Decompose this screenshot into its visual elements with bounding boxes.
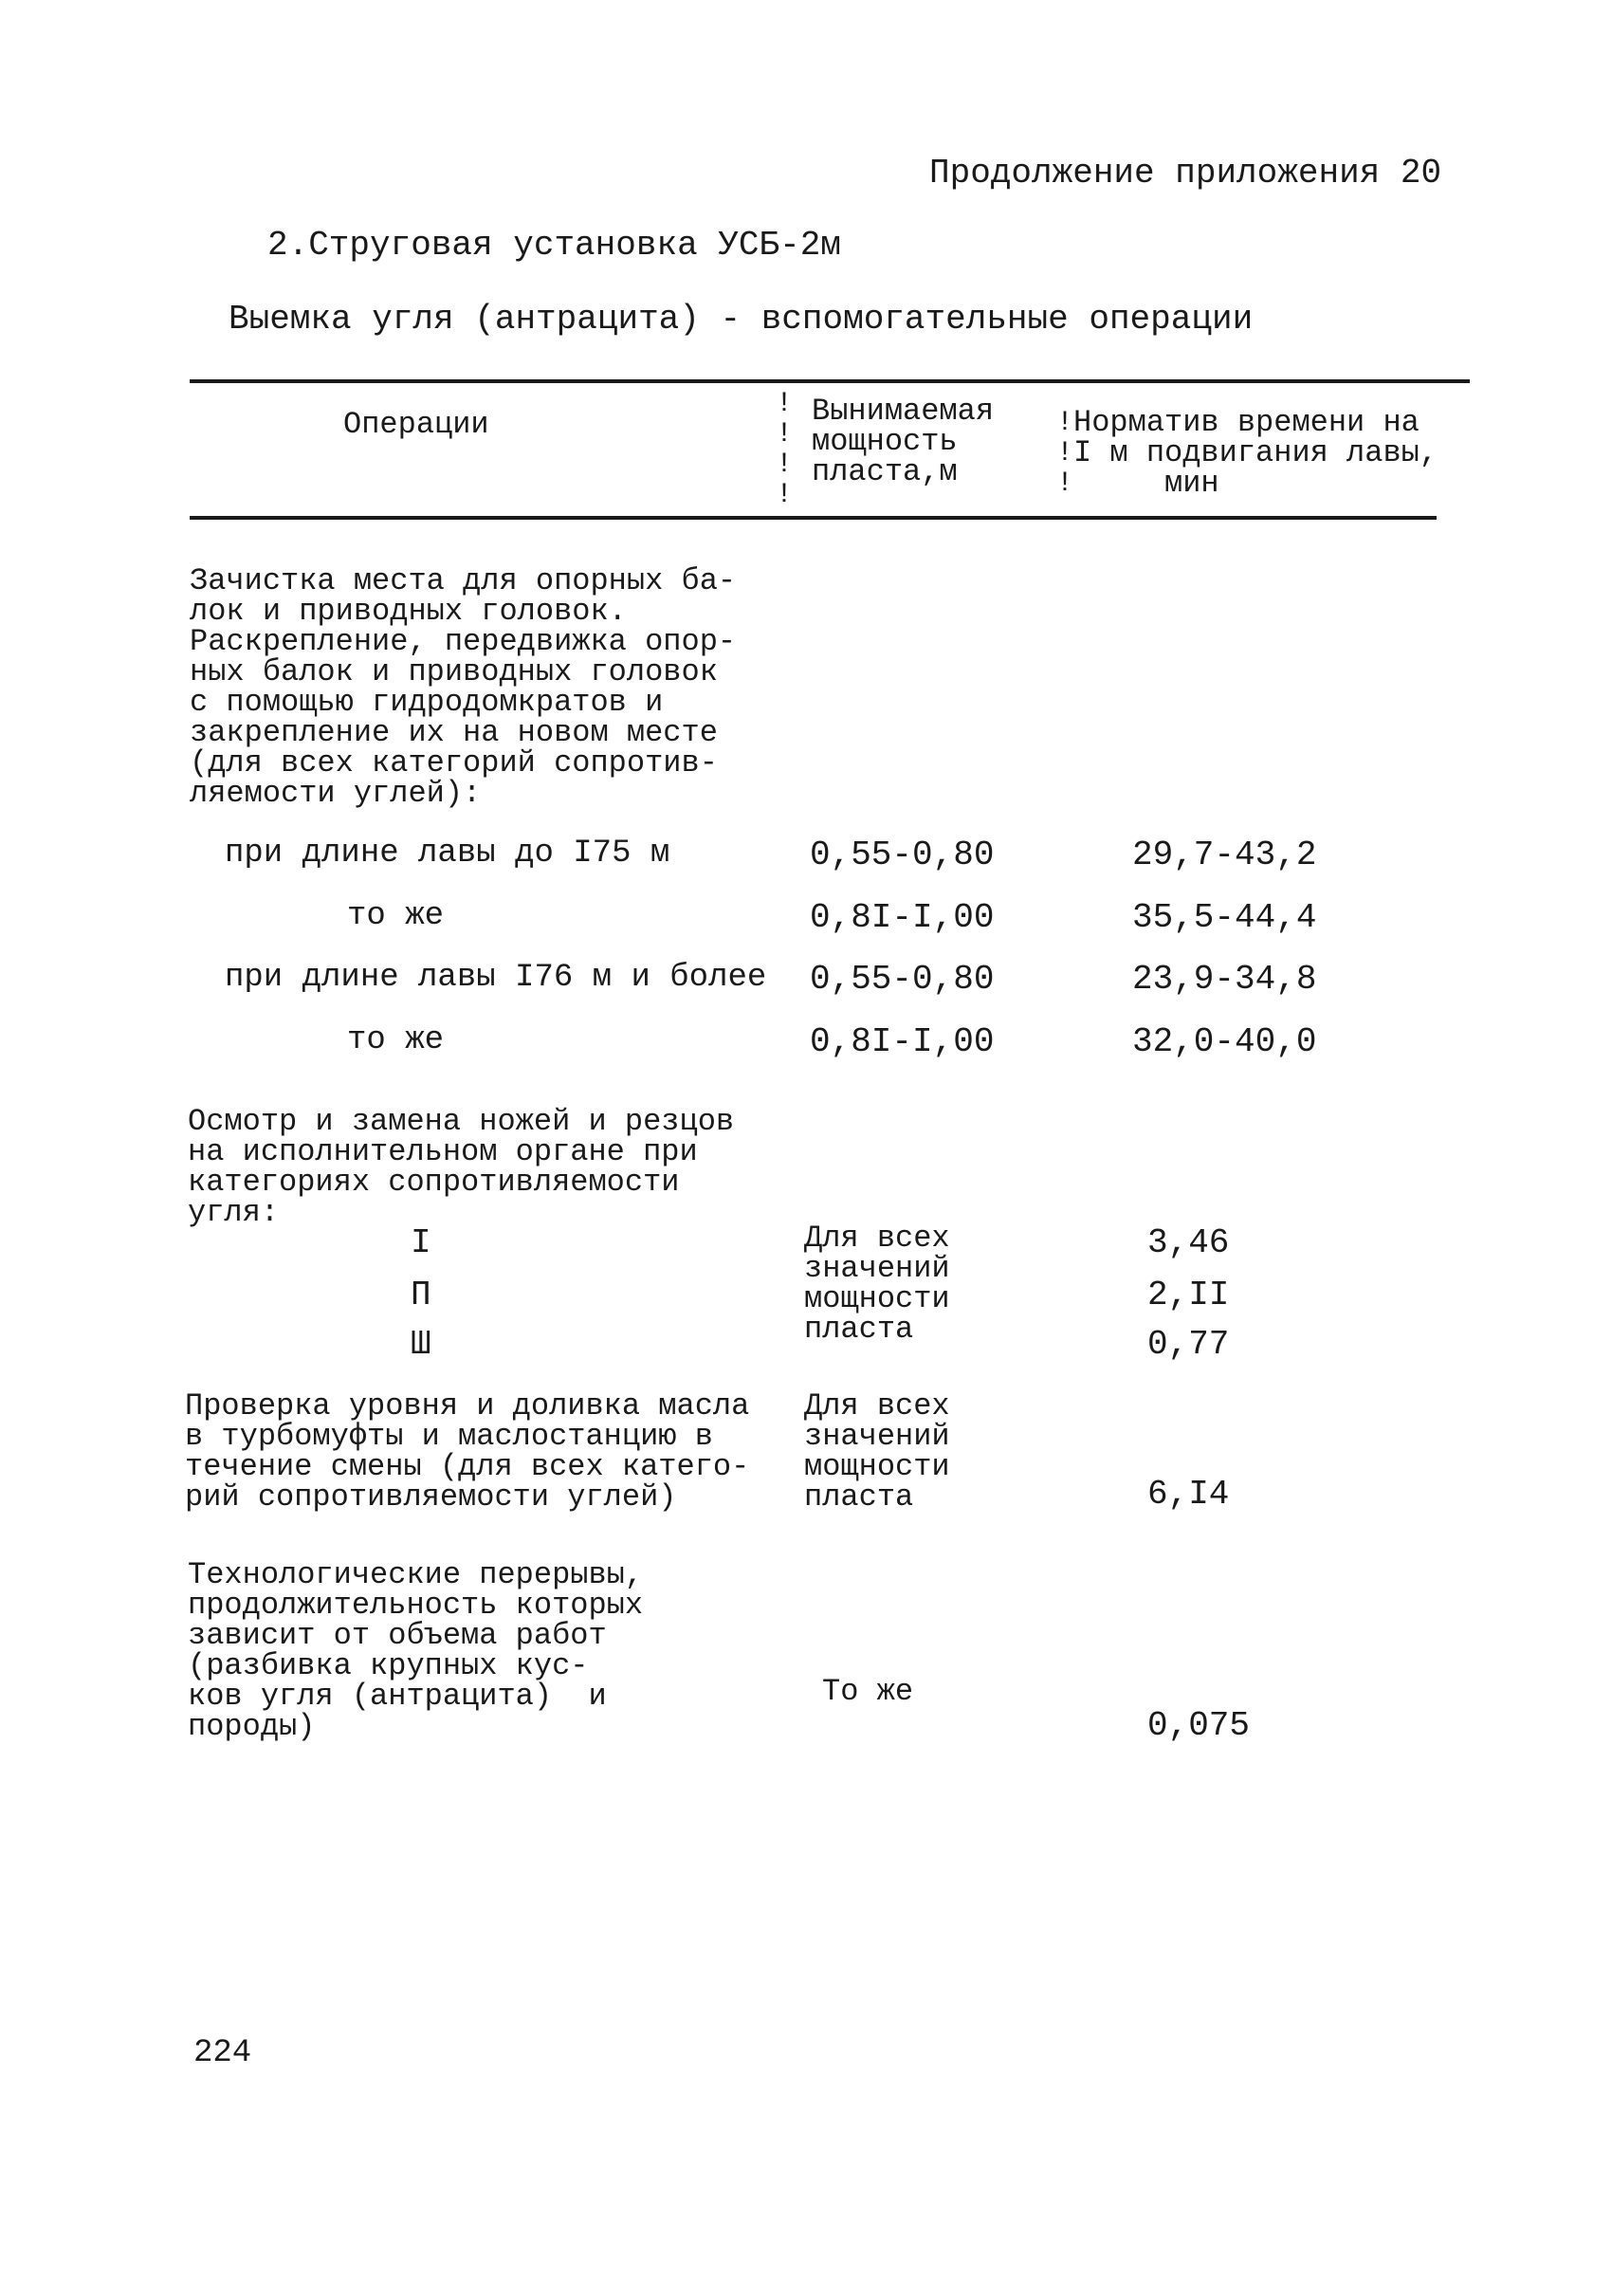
category-label: Ш xyxy=(411,1325,431,1364)
row-norm: 23,9-34,8 xyxy=(1132,960,1317,999)
column-header-thickness: Вынимаемая мощность пласта,м xyxy=(812,394,995,489)
column-header-operations: Операции xyxy=(343,407,489,442)
thickness-note: Для всех значений мощности пласта xyxy=(804,1388,950,1515)
row-norm: 32,0-40,0 xyxy=(1132,1022,1317,1061)
category-label: I xyxy=(411,1223,431,1262)
row-thickness: 0,55-0,80 xyxy=(810,960,995,999)
row-norm: 29,7-43,2 xyxy=(1132,836,1317,874)
row-label: при длине лавы I76 м и более xyxy=(225,960,767,996)
continuation-header: Продолжение приложения 20 xyxy=(929,154,1442,193)
column-separator-marks: ! ! ! ! xyxy=(776,388,794,511)
thickness-note: Для всех значений мощности пласта xyxy=(804,1221,950,1347)
row-thickness: 0,8I-I,00 xyxy=(810,1022,995,1061)
row-thickness: 0,8I-I,00 xyxy=(810,898,995,937)
operation-description: Проверка уровня и доливка масла в турбомуфты и маслостанцию в течение смены (для всех катего- рий сопротивляемости углей) xyxy=(185,1388,750,1515)
table-header-rule xyxy=(190,516,1437,520)
page-number: 224 xyxy=(193,2035,252,2071)
operation-description: Осмотр и замена ножей и резцов на исполнительном органе при категориях сопротивляемости угля: xyxy=(188,1104,735,1230)
section-title: 2.Струговая установка УСБ-2м xyxy=(267,226,841,265)
thickness-note: То же xyxy=(822,1674,914,1709)
operation-description: Технологические перерывы, продолжительность которых зависит от объема работ (разбивка крупных кус- ков угля (антрацита) и породы) xyxy=(188,1557,644,1744)
column-header-norm: Норматив времени на I м подвигания лавы, мин xyxy=(1073,405,1438,501)
operation-description: Зачистка места для опорных ба- лок и приводных головок. Раскрепление, передвижка опор- ных балок и приводных головок с помощью гидродомкратов и закрепление их на новом месте (для всех категорий сопротив- ляемости углей): xyxy=(190,563,737,811)
row-norm: 2,II xyxy=(1147,1276,1230,1314)
row-norm: 6,I4 xyxy=(1147,1475,1230,1514)
row-norm: 3,46 xyxy=(1147,1223,1230,1262)
row-thickness: 0,55-0,80 xyxy=(810,836,995,874)
row-norm: 0,075 xyxy=(1147,1706,1251,1745)
row-label: то же xyxy=(347,898,445,934)
row-label: при длине лавы до I75 м xyxy=(225,836,670,872)
table-subtitle: Выемка угля (антрацита) - вспомогательные операции xyxy=(229,300,1254,339)
row-label: то же xyxy=(347,1022,445,1058)
table-top-rule xyxy=(190,379,1470,383)
category-label: П xyxy=(411,1276,431,1314)
row-norm: 0,77 xyxy=(1147,1325,1230,1364)
column-separator-marks: ! ! ! xyxy=(1056,407,1074,500)
row-norm: 35,5-44,4 xyxy=(1132,898,1317,937)
